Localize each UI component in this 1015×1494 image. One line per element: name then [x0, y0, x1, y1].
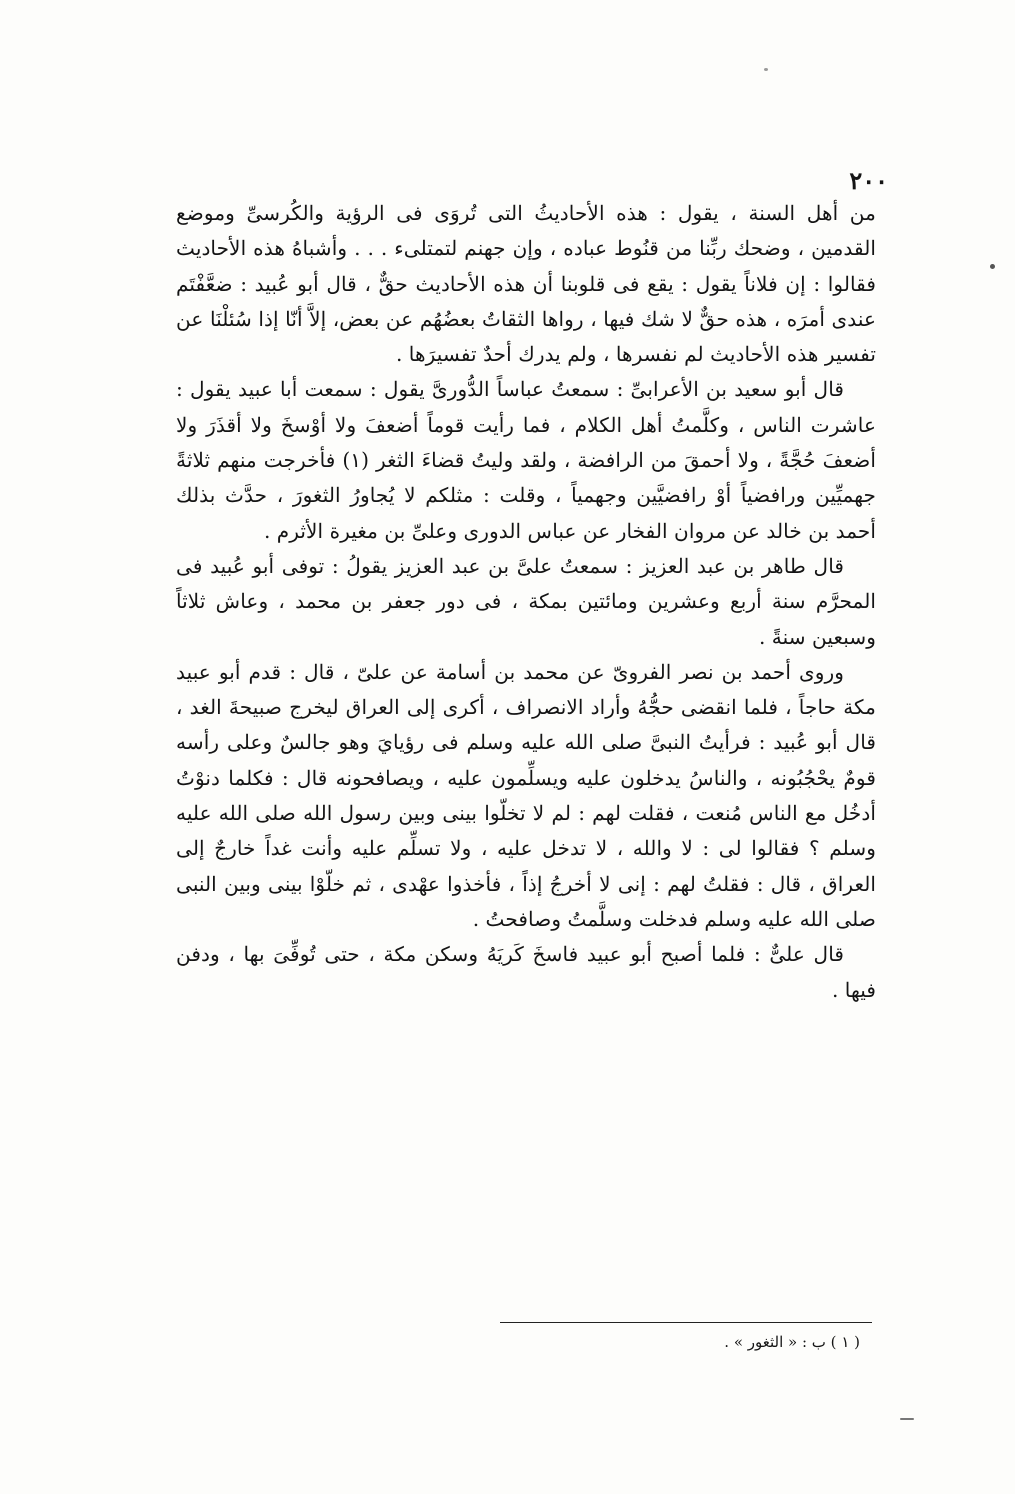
ink-speck: [990, 264, 995, 269]
paragraph-3: قال طاهر بن عبد العزيز : سمعتُ علىَّ بن عبد العزيز يقولُ : توفى أبو عُبيد فى المحرَّم سنة أربع وعشرين ومائتين بمكة ، فى دور جعفر بن محمد ، وعاش ثلاثاً وسبعين سنةً .: [176, 553, 876, 649]
paragraph-4: وروى أحمد بن نصر الفروىّ عن محمد بن أسامة عن علىّ ، قال : قدم أبو عبيد مكة حاجاً ، فلما انقضى حجُّهُ وأراد الانصراف ، أكرى إلى العراق ليخرج صبيحةَ الغد ، قال أبو عُبيد : فرأيتُ النبىَّ صلى الله عليه وسلم فى رؤيايَ وهو جالسٌ وعلى رأسه قومٌ يحْجُبُونه ، والناسُ يدخلون عليه ويسلِّمون عليه ، ويصافحونه قال : فكلما دنوْتُ أدخُل مع الناس مُنعت ، فقلت لهم : لم لا تخلّوا بينى وبين رسول الله صلى الله عليه وسلم ؟ فقالوا لى : لا والله ، لا تدخل عليه ، ولا تسلِّم عليه وأنت غداً خارجٌ إلى العراق ، قال : فقلتُ لهم : إنى لا أخرجُ إذاً ، فأخذوا عهْدى ، ثم خلّوْا بينى وبين النبى صلى الله عليه وسلم فدخلت وسلَّمتُ وصافحتُ .: [176, 659, 876, 931]
paragraph-1: من أهل السنة ، يقول : هذه الأحاديثُ التى تُروَى فى الرؤية والكُرسىِّ وموضع القدمين ، وضحك ربِّنا من قنُوط عباده ، وإن جهنم لتمتلىء . . . وأشباهُ هذه الأحاديث فقالوا : إن فلاناً يقول : يقع فى قلوبنا أن هذه الأحاديث حقٌّ ، قال أبو عُبيد : ضعَّفْتَم عندى أمرَه ، هذه حقٌّ لا شك فيها ، رواها الثقاتُ بعضُهُم عن بعض، إلاَّ أنّا إذا سُئلْنَا عن تفسير هذه الأحاديث لم نفسرها ، ولم يدرك أحدٌ تفسيرَها .: [176, 201, 876, 367]
footnote-divider: [500, 1322, 872, 1323]
paragraph-5: قال علىٌّ : فلما أصبح أبو عبيد فاسخَ كَريَهُ وسكن مكة ، حتى تُوفِّىَ بها ، ودفن فيها .: [176, 942, 876, 1002]
page-number: ٢٠٠: [849, 166, 888, 195]
paragraph-2: قال أبو سعيد بن الأعرابىِّ : سمعتُ عباساً الدُّورىَّ يقول : سمعت أبا عبيد يقول : عاشرت الناس ، وكلَّمتُ أهل الكلام ، فما رأيت قوماً أضعفَ ولا أوْسخَ ولا أقذَرَ ولا أضعفَ حُجَّةً ، ولا أحمقَ من الرافضة ، ولقد وليتُ قضاءَ الثغر (١) فأخرجت منهم ثلاثةً جهميِّين ورافضياً أوْ رافضيَّين وجهمياً ، وقلت : مثلكم لا يُجاورُ الثغورَ ، حدَّث بذلك أحمد بن خالد عن مروان الفخار عن عباس الدورى وعلىِّ بن مغيرة الأثرم .: [176, 377, 876, 543]
footnote: ( ١ ) ب : « الثغور » .: [724, 1333, 860, 1351]
main-text: [176, 196, 876, 1316]
ink-speck: [764, 68, 768, 71]
ink-speck: [900, 1418, 914, 1420]
